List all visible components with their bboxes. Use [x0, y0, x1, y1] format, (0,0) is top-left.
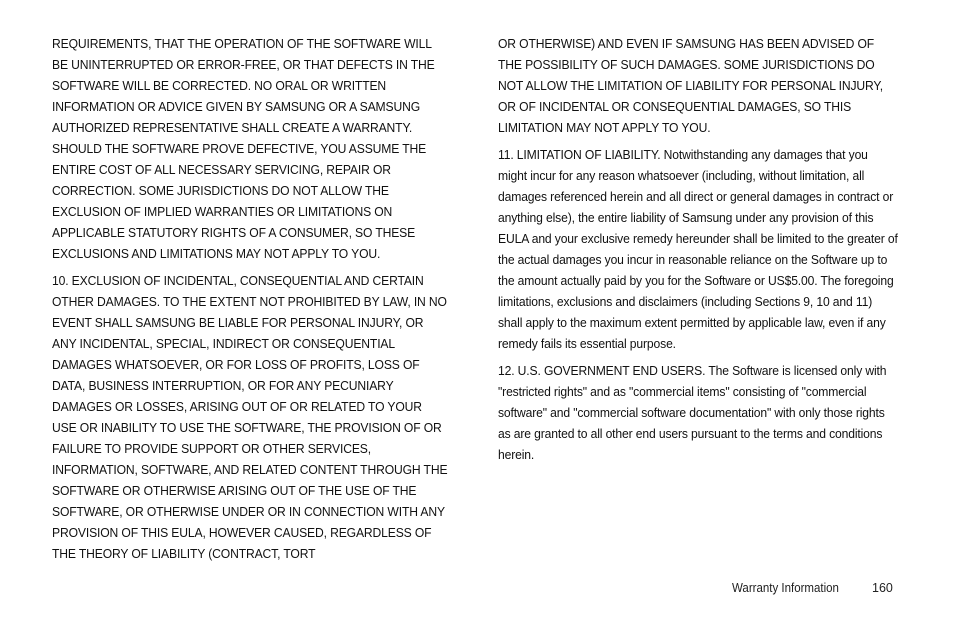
paragraph-government-end-users: 12. U.S. GOVERNMENT END USERS. The Software is licensed only with "restricted rights" and as "commercial items" consisting of "commercial software" and "commercial software documentation" with only those rights as are granted to all other end users pursuant to the terms and conditions herein.: [498, 363, 887, 462]
paragraph-exclusion-continued: OR OTHERWISE) AND EVEN IF SAMSUNG HAS BEEN ADVISED OF THE POSSIBILITY OF SUCH DAMAGES. SOME JURISDICTIONS DO NOT ALLOW THE LIMITATION OF LIABILITY FOR PERSONAL INJURY, OR OF INCIDENTAL OR CONSEQUENTIAL DAMAGES, SO THIS LIMITATION MAY NOT APPLY TO YOU.: [498, 36, 884, 135]
footer-section-title: Warranty Information: [732, 581, 839, 595]
page-number: 160: [872, 581, 893, 595]
left-column: [52, 33, 452, 570]
paragraph-warranty-disclaimer-continued: REQUIREMENTS, THAT THE OPERATION OF THE SOFTWARE WILL BE UNINTERRUPTED OR ERROR-FREE, OR THAT DEFECTS IN THE SOFTWARE WILL BE CORRECTED. NO ORAL OR WRITTEN INFORMATION OR ADVICE GIVEN BY SAMSUNG OR A SAMSUNG AUTHORIZED REPRESENTATIVE SHALL CREATE A WARRANTY. SHOULD THE SOFTWARE PROVE DEFECTIVE, YOU ASSUME THE ENTIRE COST OF ALL NECESSARY SERVICING, REPAIR OR CORRECTION. SOME JURISDICTIONS DO NOT ALLOW THE EXCLUSION OF IMPLIED WARRANTIES OR LIMITATIONS ON APPLICABLE STATUTORY RIGHTS OF A CONSUMER, SO THESE EXCLUSIONS AND LIMITATIONS MAY NOT APPLY TO YOU.: [52, 36, 435, 261]
paragraph-limitation-of-liability: 11. LIMITATION OF LIABILITY. Notwithstanding any damages that you might incur for any reason whatsoever (including, without limitation, all damages referenced herein and all direct or general damages in contract or anything else), the entire liability of Samsung under any provision of this EULA and your exclusive remedy hereunder shall be limited to the greater of the actual damages you incur in reasonable reliance on the Software up to the amount actually paid by you for the Software or US$5.00. The foregoing limitations, exclusions and disclaimers (including Sections 9, 10 and 11) shall apply to the maximum extent permitted by applicable law, even if any remedy fails its essential purpose.: [498, 147, 898, 351]
paragraph-exclusion-of-damages: 10. EXCLUSION OF INCIDENTAL, CONSEQUENTIAL AND CERTAIN OTHER DAMAGES. TO THE EXTENT NOT PROHIBITED BY LAW, IN NO EVENT SHALL SAMSUNG BE LIABLE FOR PERSONAL INJURY, OR ANY INCIDENTAL, SPECIAL, INDIRECT OR CONSEQUENTIAL DAMAGES WHATSOEVER, OR FOR LOSS OF PROFITS, LOSS OF DATA, BUSINESS INTERRUPTION, OR FOR ANY PECUNIARY DAMAGES OR LOSSES, ARISING OUT OF OR RELATED TO YOUR USE OR INABILITY TO USE THE SOFTWARE, THE PROVISION OF OR FAILURE TO PROVIDE SUPPORT OR OTHER SERVICES, INFORMATION, SOFTWARE, AND RELATED CONTENT THROUGH THE SOFTWARE OR OTHERWISE ARISING OUT OF THE USE OF THE SOFTWARE, OR OTHERWISE UNDER OR IN CONNECTION WITH ANY PROVISION OF THIS EULA, HOWEVER CAUSED, REGARDLESS OF THE THEORY OF LIABILITY (CONTRACT, TORT: [52, 273, 448, 561]
right-column: [498, 33, 902, 471]
